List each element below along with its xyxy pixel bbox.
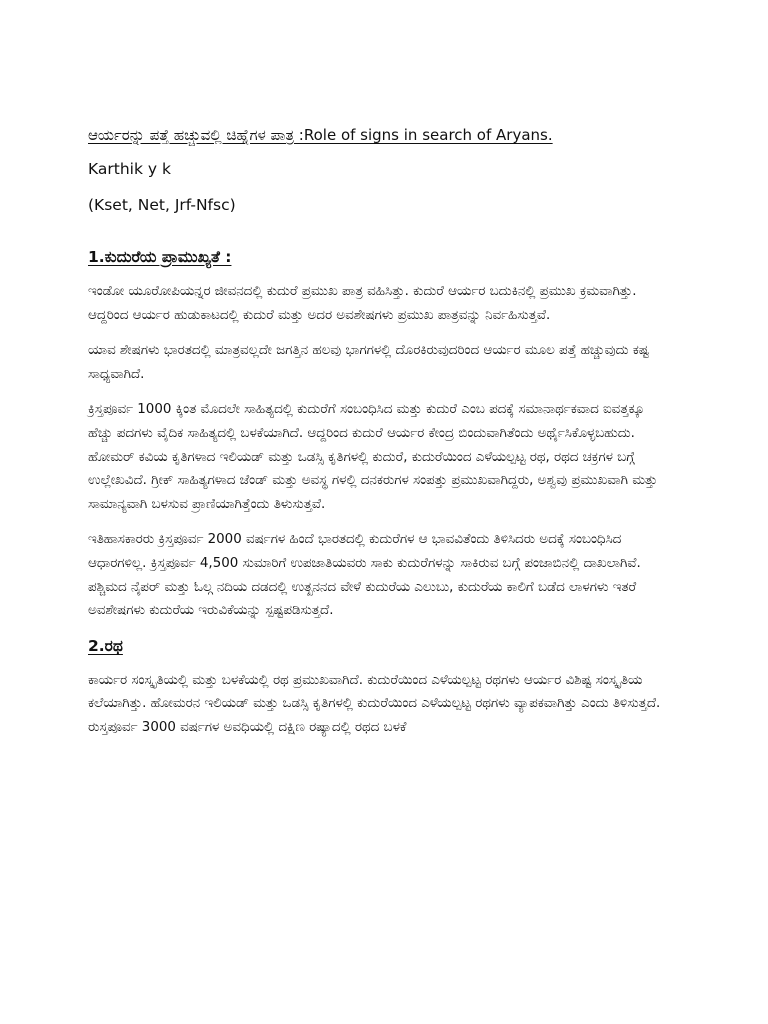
- paragraph: ಕಾರ್ಯರ ಸಂಸ್ಕೃತಿಯಲ್ಲಿ ಮತ್ತು ಬಳಕೆಯಲ್ಲಿ ರಥ ಪ್ರಮುಖವಾಗಿದೆ. ಕುದುರೆಯಿಂದ ಎಳೆಯಲ್ಪಟ್ಟ ರಥಗಳು ಆರ್ಯರ ವಿಶಿಷ್ಟ ಸಂಸ್ಕೃತಿಯ ಕಲೆಯಾಗಿತ್ತು. ಹೋಮರನ ಇಲಿಯಡ್ ಮತ್ತು ಒಡಸ್ಸಿ ಕೃತಿಗಳಲ್ಲಿ ಕುದುರೆಯಿಂದ ಎಳೆಯಲ್ಪಟ್ಟ ರಥಗಳು ವ್ಯಾಪಕವಾಗಿತ್ತು ಎಂದು ತಿಳಿಸುತ್ತದೆ. ರುಸ್ತಪೂರ್ವ 3000 ವರ್ಷಗಳ ಅವಧಿಯಲ್ಲಿ ದಕ್ಷಿಣ ರಷ್ಯಾದಲ್ಲಿ ರಥದ ಬಳಕೆ: [88, 672, 661, 735]
- paragraph: ಇತಿಹಾಸಕಾರರು ಕ್ರಿಸ್ತಪೂರ್ವ 2000 ವರ್ಷಗಳ ಹಿಂದೆ ಭಾರತದಲ್ಲಿ ಕುದುರೆಗಳ ಆ ಭಾವವಿತೆಂದು ತಿಳಿಸಿದರು ಅದಕ್ಕೆ ಸಂಬಂಧಿಸಿದ ಆಧಾರಗಳಿಲ್ಲ. ಕ್ರಿಸ್ತಪೂರ್ವ 4,500 ಸುಮಾರಿಗೆ ಉಪಜಾತಿಯವರು ಸಾಕು ಕುದುರೆಗಳನ್ನು ಸಾಕಿರುವ ಬಗ್ಗೆ ಪಂಜಾಬಿನಲ್ಲಿ ದಾಖಲಾಗಿವೆ. ಪಶ್ಚಿಮದ ನೈಪರ್ ಮತ್ತು ಓಲ್ಗ ನದಿಯ ದಡದಲ್ಲಿ ಉತ್ಖನನದ ವೇಳೆ ಕುದುರೆಯ ಎಲುಬು, ಕುದುರೆಯ ಕಾಲಿಗೆ ಬಡೆದ ಲಾಳಗಳು ಇತರೆ ಅವಶೇಷಗಳು ಕುದುರೆಯ ಇರುವಿಕೆಯನ್ನು ಸ್ಪಷ್ಟಪಡಿಸುತ್ತದೆ.: [88, 532, 641, 619]
- author-name: Karthik y k: [88, 160, 171, 178]
- paragraph: ಯಾವ ಶೇಷಗಳು ಭಾರತದಲ್ಲಿ ಮಾತ್ರವಲ್ಲದೇ ಜಗತ್ತಿನ ಹಲವು ಭಾಗಗಳಲ್ಲಿ ದೊರಕಿರುವುದರಿಂದ ಆರ್ಯರ ಮೂಲ ಪತ್ತೆ ಹಚ್ಚುವುದು ಕಷ್ಟ ಸಾಧ್ಯವಾಗಿದೆ.: [88, 343, 649, 382]
- paragraph: ಕ್ರಿಸ್ತಪೂರ್ವ 1000 ಕ್ಕಿಂತ ಮೊದಲೇ ಸಾಹಿತ್ಯದಲ್ಲಿ ಕುದುರೆಗೆ ಸಂಬಂಧಿಸಿದ ಮತ್ತು ಕುದುರೆ ಎಂಬ ಪದಕ್ಕೆ ಸಮಾನಾರ್ಥಕವಾದ ಐವತ್ತಕ್ಕೂ ಹೆಚ್ಚು ಪದಗಳು ವೈದಿಕ ಸಾಹಿತ್ಯದಲ್ಲಿ ಬಳಕೆಯಾಗಿದೆ. ಆದ್ದರಿಂದ ಕುದುರೆ ಆರ್ಯರ ಕೇಂದ್ರ ಬಿಂದುವಾಗಿತೆಂದು ಅರ್ಥೈಸಿಕೊಳ್ಳಬಹುದು. ಹೋಮರ್ ಕವಿಯ ಕೃತಿಗಳಾದ ಇಲಿಯಡ್ ಮತ್ತು ಒಡಸ್ಸಿ ಕೃತಿಗಳಲ್ಲಿ ಕುದುರೆ, ಕುದುರೆಯಿಂದ ಎಳೆಯಲ್ಪಟ್ಟ ರಥ, ರಥದ ಚಕ್ರಗಳ ಬಗ್ಗೆ ಉಲ್ಲೇಖವಿದೆ. ಗ್ರೀಕ್ ಸಾಹಿತ್ಯಗಳಾದ ಜೆಂಡ್ ಮತ್ತು ಅವಸ್ಥ ಗಳಲ್ಲಿ ದನಕರುಗಳ ಸಂಪತ್ತು ಪ್ರಮುಖವಾಗಿದ್ದರು, ಅಶ್ವವು ಪ್ರಮುಖವಾಗಿ ಮತ್ತು ಸಾಮಾನ್ಯವಾಗಿ ಬಳಸುವ ಪ್ರಾಣಿಯಾಗಿತ್ತೆಂದು ತಿಳುಸುತ್ತವೆ.: [88, 402, 658, 512]
- document-title: ಆರ್ಯರನ್ನು ಪತ್ತೆ ಹಚ್ಚುವಲ್ಲಿ ಚಿಹ್ನೆಗಳ ಪಾತ್ರ :Role of signs in search of Aryans.: [88, 126, 553, 144]
- paragraph: ಇಂಡೋ ಯೂರೋಪಿಯನ್ನರ ಜೀವನದಲ್ಲಿ ಕುದುರೆ ಪ್ರಮುಖ ಪಾತ್ರ ವಹಿಸಿತ್ತು. ಕುದುರೆ ಆರ್ಯರ ಬದುಕಿನಲ್ಲಿ ಪ್ರಮುಖ ಕ್ರಮವಾಗಿತ್ತು. ಆದ್ದರಿಂದ ಆರ್ಯರ ಹುಡುಕಾಟದಲ್ಲಿ ಕುದುರೆ ಮತ್ತು ಅದರ ಅವಶೇಷಗಳು ಪ್ರಮುಖ ಪಾತ್ರವನ್ನು ನಿರ್ವಹಿಸುತ್ತವೆ.: [88, 284, 637, 323]
- section-heading-horse: 1.ಕುದುರೆಯ ಪ್ರಾಮುಖ್ಯತೆ :: [88, 248, 232, 266]
- author-credentials: (Kset, Net, Jrf-Nfsc): [88, 196, 236, 214]
- section-heading-chariot: 2.ರಥ: [88, 636, 123, 655]
